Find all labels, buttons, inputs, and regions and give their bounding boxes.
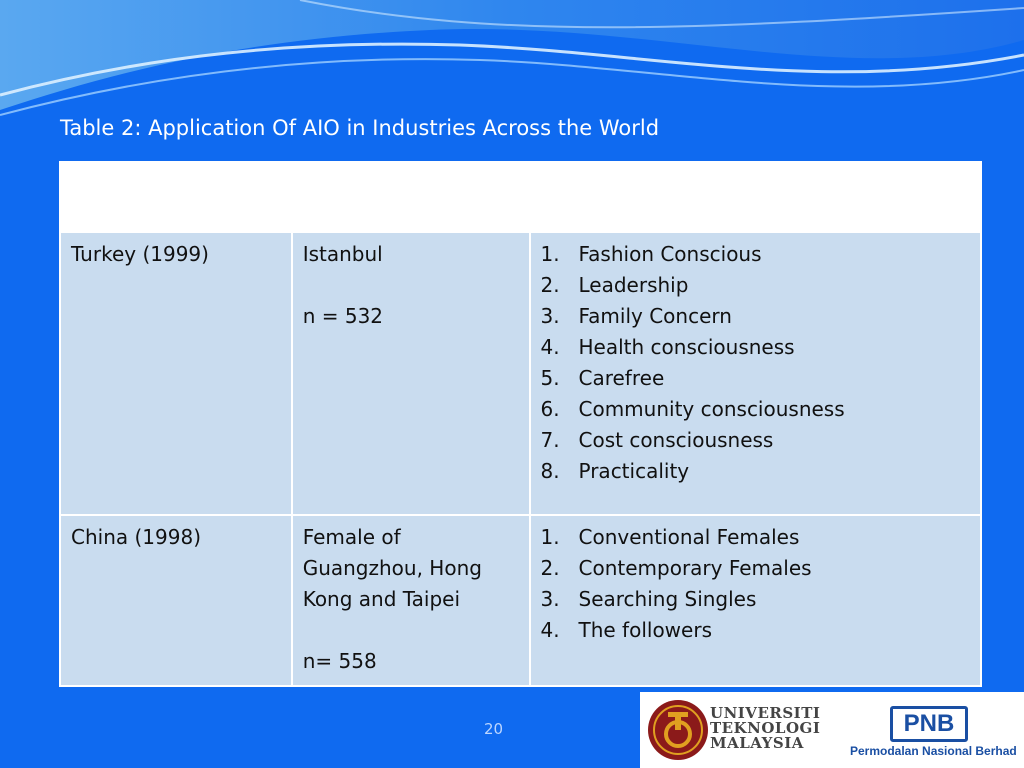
aio-table xyxy=(59,161,982,687)
segments-list xyxy=(541,239,971,487)
country-cell: China (1998) xyxy=(61,516,291,685)
utm-line: MALAYSIA xyxy=(710,734,804,752)
utm-crest-icon xyxy=(646,698,710,762)
list-item: 1. Conventional Females xyxy=(541,522,971,553)
list-item: 3. Searching Singles xyxy=(541,584,971,615)
segment-label: Health consciousness xyxy=(578,335,795,359)
utm-line: UNIVERSITI xyxy=(710,704,821,722)
sample-cell xyxy=(293,233,529,514)
sample-line: Female of xyxy=(302,525,401,549)
segment-label: Practicality xyxy=(578,459,690,483)
header-cell xyxy=(61,163,291,231)
sample-line: n= 558 xyxy=(302,649,377,673)
sample-line: Kong and Taipei xyxy=(302,587,461,611)
segment-label: Searching Singles xyxy=(578,587,757,611)
sample-line: n = 532 xyxy=(302,304,384,328)
segment-label: Contemporary Females xyxy=(578,556,812,580)
list-item: 2. Contemporary Females xyxy=(541,553,971,584)
segment-label: Community consciousness xyxy=(578,397,845,421)
pnb-wordmark: Permodalan Nasional Berhad xyxy=(850,744,1017,758)
utm-line: TEKNOLOGI xyxy=(710,719,821,737)
slide-title: Table 2: Application Of AIO in Industries Across the World xyxy=(60,116,660,140)
logo-strip xyxy=(640,692,1024,768)
table-header-row xyxy=(61,163,980,231)
segment-label: Leadership xyxy=(578,273,689,297)
country-cell: Turkey (1999) xyxy=(61,233,291,514)
utm-wordmark xyxy=(710,706,820,751)
list-item: 1. Fashion Conscious xyxy=(541,239,971,270)
header-cell xyxy=(531,163,981,231)
list-item: 8. Practicality xyxy=(541,456,971,487)
list-item: 4. The followers xyxy=(541,615,971,646)
segment-label: Family Concern xyxy=(578,304,732,328)
page-number: 20 xyxy=(484,720,504,738)
segments-list xyxy=(541,522,971,646)
sample-cell xyxy=(293,516,529,685)
list-item: 4. Health consciousness xyxy=(541,332,971,363)
segment-label: Fashion Conscious xyxy=(578,242,762,266)
segments-cell xyxy=(531,516,981,685)
list-item: 3. Family Concern xyxy=(541,301,971,332)
sample-line xyxy=(303,270,519,301)
table-row xyxy=(61,516,980,685)
segment-label: Cost consciousness xyxy=(578,428,774,452)
sample-line xyxy=(303,615,519,646)
list-item: 6. Community consciousness xyxy=(541,394,971,425)
sample-line: Guangzhou, Hong xyxy=(302,556,482,580)
header-cell xyxy=(293,163,529,231)
segment-label: Carefree xyxy=(578,366,665,390)
list-item: 2. Leadership xyxy=(541,270,971,301)
segment-label: The followers xyxy=(578,618,712,642)
pnb-logo: PNB xyxy=(890,706,968,742)
header-wave-decoration xyxy=(0,0,1024,130)
table-row xyxy=(61,233,980,514)
segments-cell xyxy=(531,233,981,514)
list-item: 7. Cost consciousness xyxy=(541,425,971,456)
list-item: 5. Carefree xyxy=(541,363,971,394)
segment-label: Conventional Females xyxy=(578,525,800,549)
sample-line: Istanbul xyxy=(302,242,383,266)
